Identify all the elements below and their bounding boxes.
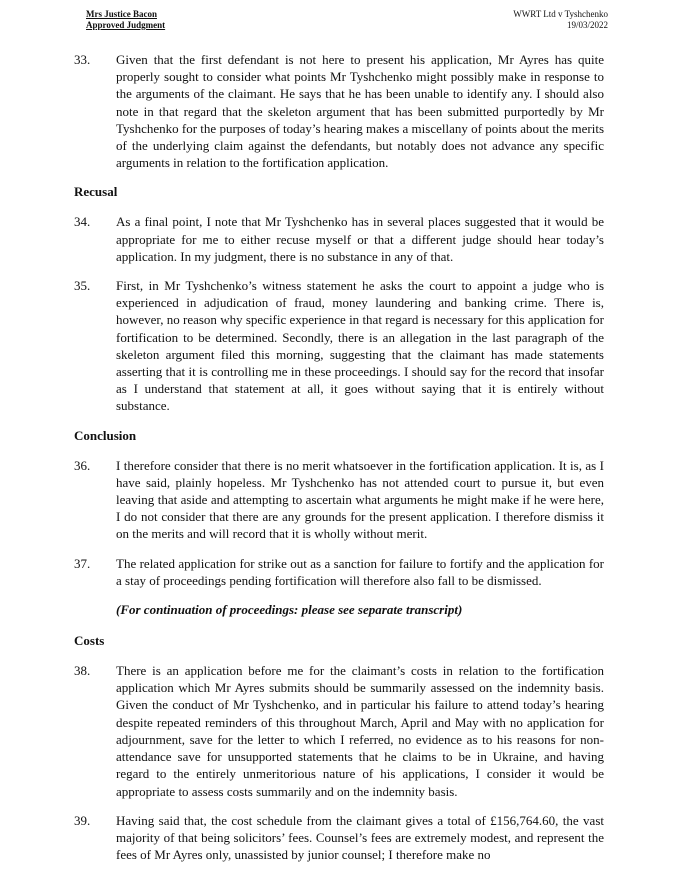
paragraph-number: 36. [74,457,91,473]
paragraph-text: As a final point, I note that Mr Tyshchenko has in several places suggested that it would be appropriate for me to either recuse myself or that a different judge should hear today’s application. In my judgment, there is no substance in any of that. [116,214,604,264]
judgment-body [74,51,604,875]
paragraph-text: Given that the first defendant is not here to present his application, Mr Ayres has quite properly sought to consider what points Mr Tyshchenko might possibly make in response to the arguments of the claimant. He says that he has been unable to identify any. I should also note in that regard that the skeleton argument that has been submitted purportedly by Mr Tyshchenko for the purposes of today’s hearing makes a miscellany of points about the merits of the underlying claim against the defendants, but notably does not advance any specific arguments in relation to the fortification application. [116,52,604,171]
paragraph-text: Having said that, the cost schedule from the claimant gives a total of £156,764.60, the vast majority of that being solicitors’ fees. Counsel’s fees are extremely modest, and represent the fees of Mr Ayres only, unassisted by junior counsel; I therefore make no [116,812,604,863]
transcript-note: (For continuation of proceedings: please see separate transcript) [116,602,463,618]
page-header [86,9,608,39]
paragraph-text: There is an application before me for the claimant’s costs in relation to the fortification application which Mr Ayres submits should be summarily assessed on the indemnity basis. Given the conduct of Mr Tyshchenko, and in particular his failure to attend today’s hearing despite repeated reminders of this throughout March, April and May with no application for adjournment, save for the letter to which I referred, no evidence as to his reasons for non-attendance save for unsupported statements that he claims to be in Ukraine, and having regard to the entirely unmeritorious nature of his applications, I consider it would be appropriate to assess costs summarily and on the indemnity basis. [116,663,604,799]
case-name: WWRT Ltd v Tyshchenko [513,9,608,19]
paragraph-text: I therefore consider that there is no merit whatsoever in the fortification application. It is, as I have said, plainly hopeless. Mr Tyshchenko has not attended court to pursue it, but even leaving that aside and attempting to ascertain what arguments he might make if he were here, I do not consider that there are any grounds for the present application. I therefore dismiss it on the merits and will record that it is wholly without merit. [116,457,604,542]
paragraph-number: 34. [74,214,91,230]
paragraph-35 [74,277,604,415]
header-left [86,9,165,31]
paragraph-number: 33. [74,52,91,67]
paragraph-36 [74,457,604,543]
judge-name: Mrs Justice Bacon [86,9,157,19]
paragraph-number: 38. [74,663,91,679]
paragraph-38 [74,662,604,800]
paragraph-text: First, in Mr Tyshchenko’s witness statement he asks the court to appoint a judge who is experienced in adjudication of fraud, money laundering and banking crime. There is, however, no reason why specific experience in that regard is necessary for this application for fortification to be determined. Secondly, there is an allegation in the last paragraph of the skeleton argument filed this morning, suggesting that the claimant has made statements asserting that it is controlling me in these proceedings. I should say for the record that insofar as I understand that statement at all, it goes without saying that it is entirely without substance. [116,278,604,414]
paragraph-33 [74,51,604,171]
paragraph-34 [74,213,604,265]
judgment-date: 19/03/2022 [566,20,608,30]
section-heading-costs: Costs [74,633,105,649]
section-heading-recusal: Recusal [74,184,118,200]
paragraph-number: 39. [74,812,91,828]
paragraph-number: 35. [74,278,91,294]
paragraph-39 [74,812,604,864]
header-right [513,9,608,31]
paragraph-text: The related application for strike out as a sanction for failure to fortify and the application for a stay of proceedings pending fortification will therefore also fall to be dismissed. [116,555,604,588]
paragraph-37 [74,555,604,589]
judgment-type: Approved Judgment [86,20,166,30]
paragraph-number: 37. [74,555,91,571]
section-heading-conclusion: Conclusion [74,427,137,443]
